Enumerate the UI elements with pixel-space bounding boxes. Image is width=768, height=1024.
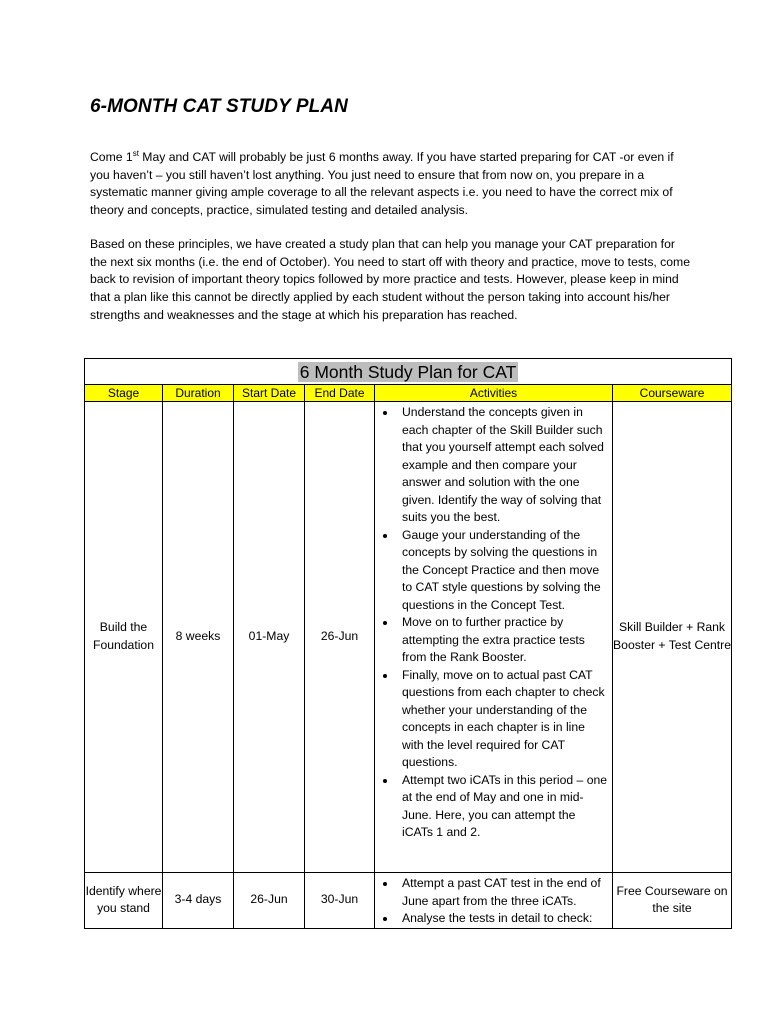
intro-paragraph xyxy=(90,149,690,220)
activities-cell xyxy=(375,873,613,929)
list-item: Finally, move on to actual past CAT questions from each chapter to check whether your understanding of the concepts in each chapter is in line with the level required for CAT questions. xyxy=(375,667,608,772)
courseware-cell: Skill Builder + Rank Booster + Test Centre xyxy=(613,402,732,873)
column-header-duration: Duration xyxy=(163,385,234,402)
list-item: Understand the concepts given in each chapter of the Skill Builder such that you yourself attempt each solved example and then compare your answer and solution with the one given. Identify the way of solving that suits you the best. xyxy=(375,404,608,527)
column-header-stage: Stage xyxy=(85,385,163,402)
start-date-cell: 01-May xyxy=(234,402,305,873)
principles-paragraph: Based on these principles, we have created a study plan that can help you manage your CAT preparation for the next six months (i.e. the end of October). You need to start off with theory and practice, move to tests, come back to revision of important theory topics followed by more practice and tests. However, please keep in mind that a plan like this cannot be directly applied by each student without the person taking into account his/her strengths and weaknesses and the stage at which his preparation has reached. xyxy=(90,237,690,322)
list-item: Gauge your understanding of the concepts by solving the questions in the Concept Practice and then move to CAT style questions by solving the questions in the Concept Test. xyxy=(375,527,608,615)
stage-cell: Identify where you stand xyxy=(85,873,163,929)
table-row xyxy=(85,402,732,873)
ordinal-superscript: st xyxy=(132,149,139,158)
column-header-courseware: Courseware xyxy=(613,385,732,402)
table-title: 6 Month Study Plan for CAT xyxy=(299,361,517,382)
intro-text-rest: May and CAT will probably be just 6 months away. If you have started preparing for CAT -or even if you haven’t – you still haven’t lost anything. You just need to ensure that from now on, you prepare in a systematic manner giving ample coverage to all the relevant aspects i.e. you need to have the correct mix of theory and concepts, practice, simulated testing and detailed analysis. xyxy=(90,150,674,218)
activities-cell xyxy=(375,402,613,873)
column-header-activities: Activities xyxy=(375,385,613,402)
courseware-cell: Free Courseware on the site xyxy=(613,873,732,929)
end-date-cell: 26-Jun xyxy=(305,402,375,873)
column-header-start-date: Start Date xyxy=(234,385,305,402)
table-header-row xyxy=(85,385,732,402)
list-item: Attempt two iCATs in this period – one at the end of May and one in mid-June. Here, you can attempt the iCATs 1 and 2. xyxy=(375,772,608,842)
list-item: Analyse the tests in detail to check: xyxy=(375,910,608,928)
intro-text-start: Come 1 xyxy=(90,150,133,164)
activities-list xyxy=(375,402,612,842)
list-item: Attempt a past CAT test in the end of June apart from the three iCATs. xyxy=(375,875,608,910)
duration-cell: 3-4 days xyxy=(163,873,234,929)
start-date-cell: 26-Jun xyxy=(234,873,305,929)
page-title: 6-MONTH CAT STUDY PLAN xyxy=(90,96,348,117)
list-item: Move on to further practice by attempting the extra practice tests from the Rank Booster. xyxy=(375,614,608,667)
table-row xyxy=(85,873,732,929)
activities-list xyxy=(375,873,612,928)
stage-cell: Build the Foundation xyxy=(85,402,163,873)
column-header-end-date: End Date xyxy=(305,385,375,402)
end-date-cell: 30-Jun xyxy=(305,873,375,929)
study-plan-table xyxy=(84,358,732,929)
table-title-row xyxy=(85,359,732,385)
duration-cell: 8 weeks xyxy=(163,402,234,873)
